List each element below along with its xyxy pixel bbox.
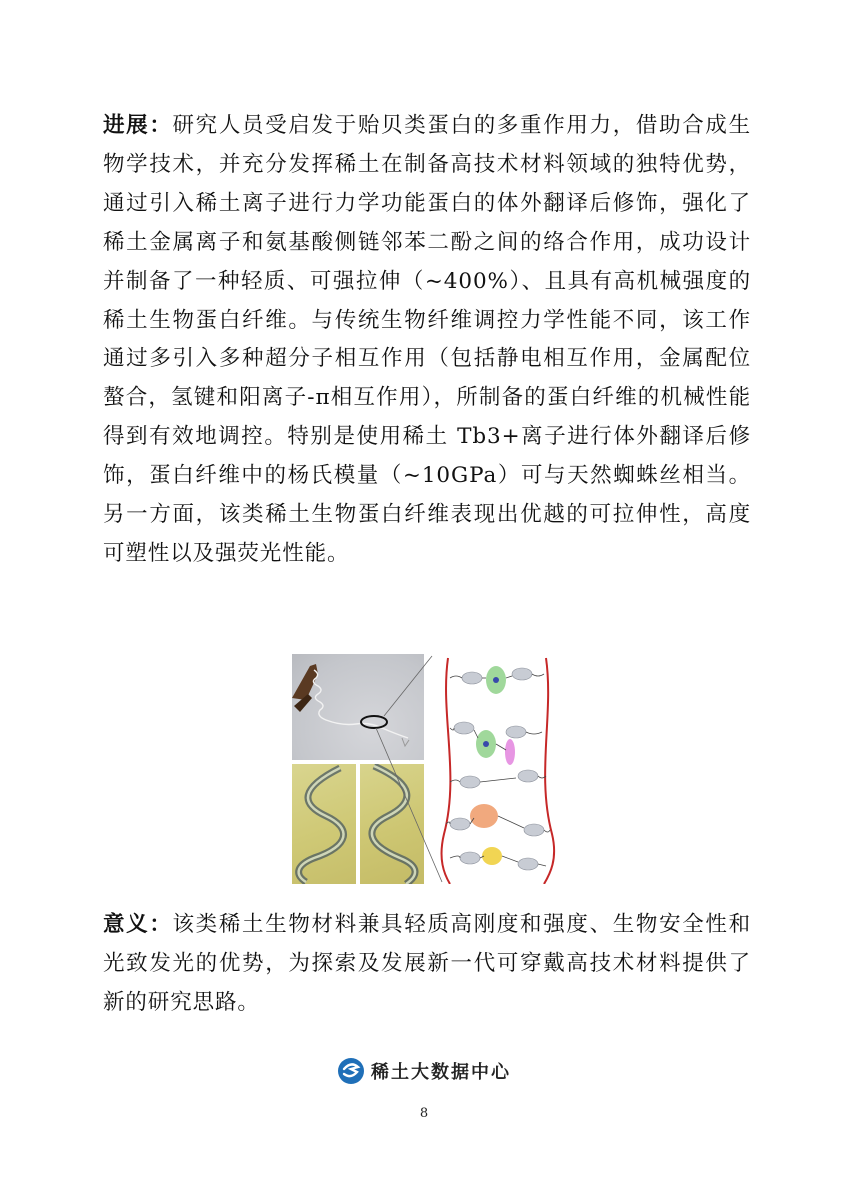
molecular-schematic-panel xyxy=(430,654,564,884)
footer-logo xyxy=(0,1057,848,1085)
fiber-micrograph-left xyxy=(292,764,356,884)
fiber-photo-panel xyxy=(292,654,424,760)
progress-paragraph xyxy=(103,107,751,574)
meaning-paragraph xyxy=(103,906,751,1023)
progress-lead: 进展： xyxy=(103,113,173,138)
meaning-text: 该类稀土生物材料兼具轻质高刚度和强度、生物安全性和光致发光的优势，为探索及发展新一代可穿戴高技术材料提供了新的研究思路。 xyxy=(103,912,751,1015)
page-number: 8 xyxy=(419,1106,429,1121)
progress-text: 研究人员受启发于贻贝类蛋白的多重作用力，借助合成生物学技术，并充分发挥稀土在制备高技术材料领域的独特优势，通过引入稀土离子进行力学功能蛋白的体外翻译后修饰，强化了稀土金属离子和氨基酸侧链邻苯二酚之间的络合作用，成功设计并制备了一种轻质、可强拉伸（~400%）、且具有高机械强度的稀土生物蛋白纤维。与传统生物纤维调控力学性能不同，该工作通过多引入多种超分子相互作用（包括静电相互作用，金属配位螯合，氢键和阳离子-π相互作用），所制备的蛋白纤维的机械性能得到有效地调控。特别是使用稀土 Tb3+离子进行体外翻译后修饰，蛋白纤维中的杨氏模量（~10GPa）可与天然蜘蛛丝相当。另一方面，该类稀土生物蛋白纤维表现出优越的可拉伸性，高度可塑性以及强荧光性能。 xyxy=(103,113,751,566)
fiber-figure xyxy=(292,654,564,884)
fiber-micrograph-right xyxy=(360,764,424,884)
rare-earth-data-center-logo-icon xyxy=(337,1057,365,1085)
footer-logo-text: 稀土大数据中心 xyxy=(371,1062,511,1083)
meaning-lead: 意义： xyxy=(103,912,173,937)
